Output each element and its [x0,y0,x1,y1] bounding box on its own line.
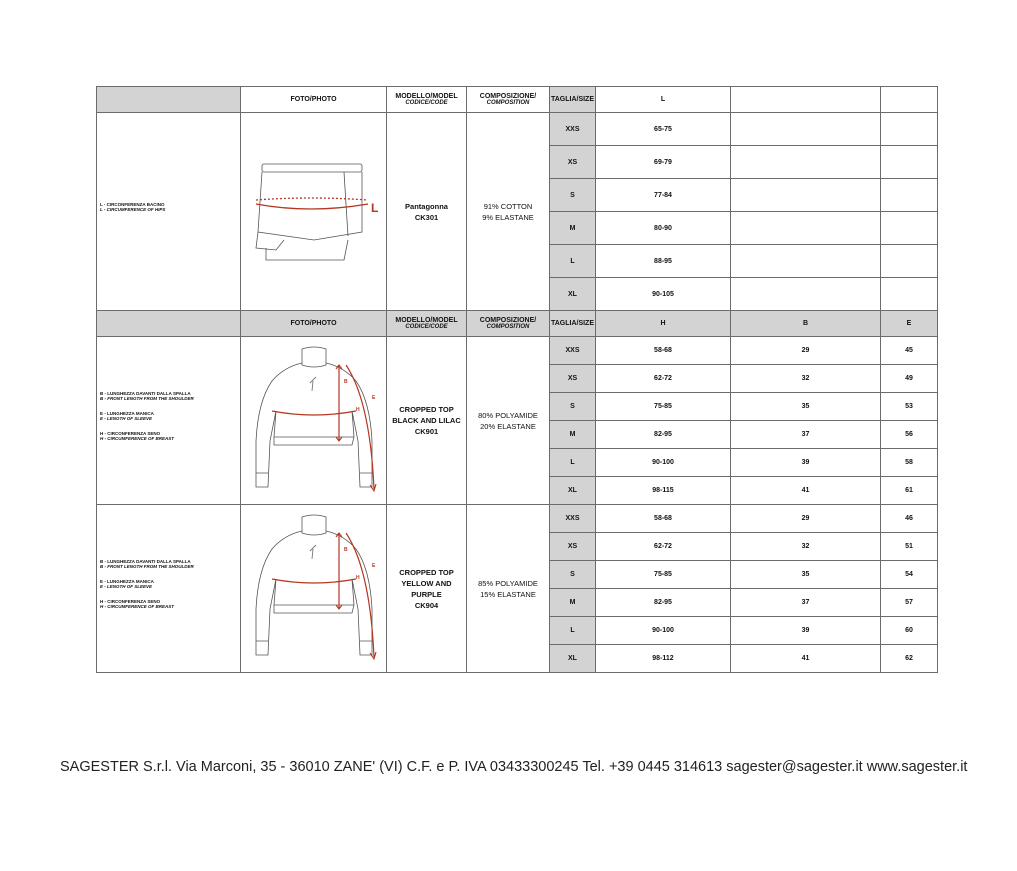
size-label: L [550,245,596,278]
table-row [97,337,938,365]
measure-value: 98-115 [596,477,731,505]
measure-value [881,113,938,146]
composition-cell: 80% POLYAMIDE 20% ELASTANE [467,337,550,505]
photo-header: FOTO/PHOTO [241,311,387,337]
size-label: XXS [550,113,596,146]
size-label: L [550,449,596,477]
measure-value: 41 [731,645,881,673]
measure-value: 82-95 [596,421,731,449]
composition-cell: 91% COTTON 9% ELASTANE [467,113,550,311]
model-header: MODELLO/MODEL CODICE/CODE [387,311,467,337]
h-marker: H [355,574,360,581]
measure-description: L - CIRCONFERENZA BACINO L - CIRCUMFERENCE OF HIPS [97,113,241,311]
measure-value: 75-85 [596,561,731,589]
size-label: S [550,179,596,212]
col-head: E [881,311,938,337]
measure-value [731,146,881,179]
measure-value: 60 [881,617,938,645]
measure-value: 51 [881,533,938,561]
size-table [96,86,938,673]
measure-value: 37 [731,421,881,449]
measure-value: 98-112 [596,645,731,673]
table-row [97,505,938,533]
measure-value [881,212,938,245]
table-row [97,113,938,146]
col-head [881,87,938,113]
size-label: XL [550,278,596,311]
measure-value: 90-100 [596,617,731,645]
header-blank [97,87,241,113]
skirt-drawing [241,113,387,311]
b-marker: B [343,378,348,385]
measure-value [881,278,938,311]
measure-value: 90-100 [596,449,731,477]
model-cell: CROPPED TOP YELLOW AND PURPLE CK904 [387,505,467,673]
measure-value: 32 [731,365,881,393]
measure-value: 54 [881,561,938,589]
size-label: XL [550,645,596,673]
measure-value: 45 [881,337,938,365]
header-row-2 [97,311,938,337]
size-label: XXS [550,505,596,533]
measure-value: 90-105 [596,278,731,311]
col-head: H [596,311,731,337]
measure-value: 69-79 [596,146,731,179]
measure-value: 82-95 [596,589,731,617]
measure-value [731,278,881,311]
measure-value: 35 [731,393,881,421]
col-head: B [731,311,881,337]
measure-value: 58-68 [596,505,731,533]
measure-value: 62 [881,645,938,673]
measure-value [881,245,938,278]
measure-value: 62-72 [596,365,731,393]
photo-header: FOTO/PHOTO [241,87,387,113]
size-label: S [550,393,596,421]
measure-value [731,179,881,212]
size-label: XL [550,477,596,505]
size-label: XXS [550,337,596,365]
measure-value: 35 [731,561,881,589]
top-drawing-yellow-purple [241,505,387,673]
measure-value: 57 [881,589,938,617]
col-head [731,87,881,113]
header-row-1 [97,87,938,113]
hip-marker: L [370,200,378,215]
measure-value [731,245,881,278]
size-header: TAGLIA/SIZE [550,87,596,113]
size-header: TAGLIA/SIZE [550,311,596,337]
measure-value: 29 [731,337,881,365]
composition-cell: 85% POLYAMIDE 15% ELASTANE [467,505,550,673]
measure-value [731,113,881,146]
size-chart [96,86,937,673]
measure-value [881,146,938,179]
company-footer: SAGESTER S.r.l. Via Marconi, 35 - 36010 ZANE' (VI) C.F. e P. IVA 03433300245 Tel. +39 0445 314613 sagester@sagester.it www.sagester.it [60,759,968,775]
measure-value: 75-85 [596,393,731,421]
measure-value: 58-68 [596,337,731,365]
size-label: M [550,589,596,617]
measure-description: B - LUNGHEZZA DAVANTI DALLA SPALLA B - FRONT LENGTH FROM THE SHOULDER E - LUNGHEZZA MANICA E - LENGTH OF SLEEVE H - CIRCONFERENZA SENO H - CIRCUMFERENCE OF BREAST [97,505,241,673]
measure-value: 53 [881,393,938,421]
composition-header: COMPOSIZIONE/ COMPOSITION [467,87,550,113]
measure-value: 62-72 [596,533,731,561]
size-label: M [550,421,596,449]
measure-value: 39 [731,617,881,645]
size-label: L [550,617,596,645]
model-cell: Pantagonna CK301 [387,113,467,311]
b-marker: B [343,546,348,553]
measure-value: 58 [881,449,938,477]
measure-value: 61 [881,477,938,505]
measure-value: 77-84 [596,179,731,212]
measure-value: 65-75 [596,113,731,146]
measure-value: 88-95 [596,245,731,278]
model-cell: CROPPED TOP BLACK AND LILAC CK901 [387,337,467,505]
size-label: XS [550,146,596,179]
header-blank [97,311,241,337]
measure-value [731,212,881,245]
e-marker: E [371,562,375,569]
measure-value: 39 [731,449,881,477]
top-drawing-black-lilac [241,337,387,505]
measure-value: 32 [731,533,881,561]
measure-value: 56 [881,421,938,449]
col-head: L [596,87,731,113]
measure-value [881,179,938,212]
measure-value: 80-90 [596,212,731,245]
size-label: S [550,561,596,589]
measure-value: 49 [881,365,938,393]
measure-value: 37 [731,589,881,617]
e-marker: E [371,394,375,401]
model-header: MODELLO/MODEL CODICE/CODE [387,87,467,113]
size-label: M [550,212,596,245]
h-marker: H [355,406,360,413]
measure-description: B - LUNGHEZZA DAVANTI DALLA SPALLA B - FRONT LENGTH FROM THE SHOULDER E - LUNGHEZZA MANICA E - LENGTH OF SLEEVE H - CIRCONFERENZA SENO H - CIRCUMFERENCE OF BREAST [97,337,241,505]
measure-value: 29 [731,505,881,533]
size-label: XS [550,365,596,393]
composition-header: COMPOSIZIONE/ COMPOSITION [467,311,550,337]
measure-value: 46 [881,505,938,533]
measure-value: 41 [731,477,881,505]
size-label: XS [550,533,596,561]
